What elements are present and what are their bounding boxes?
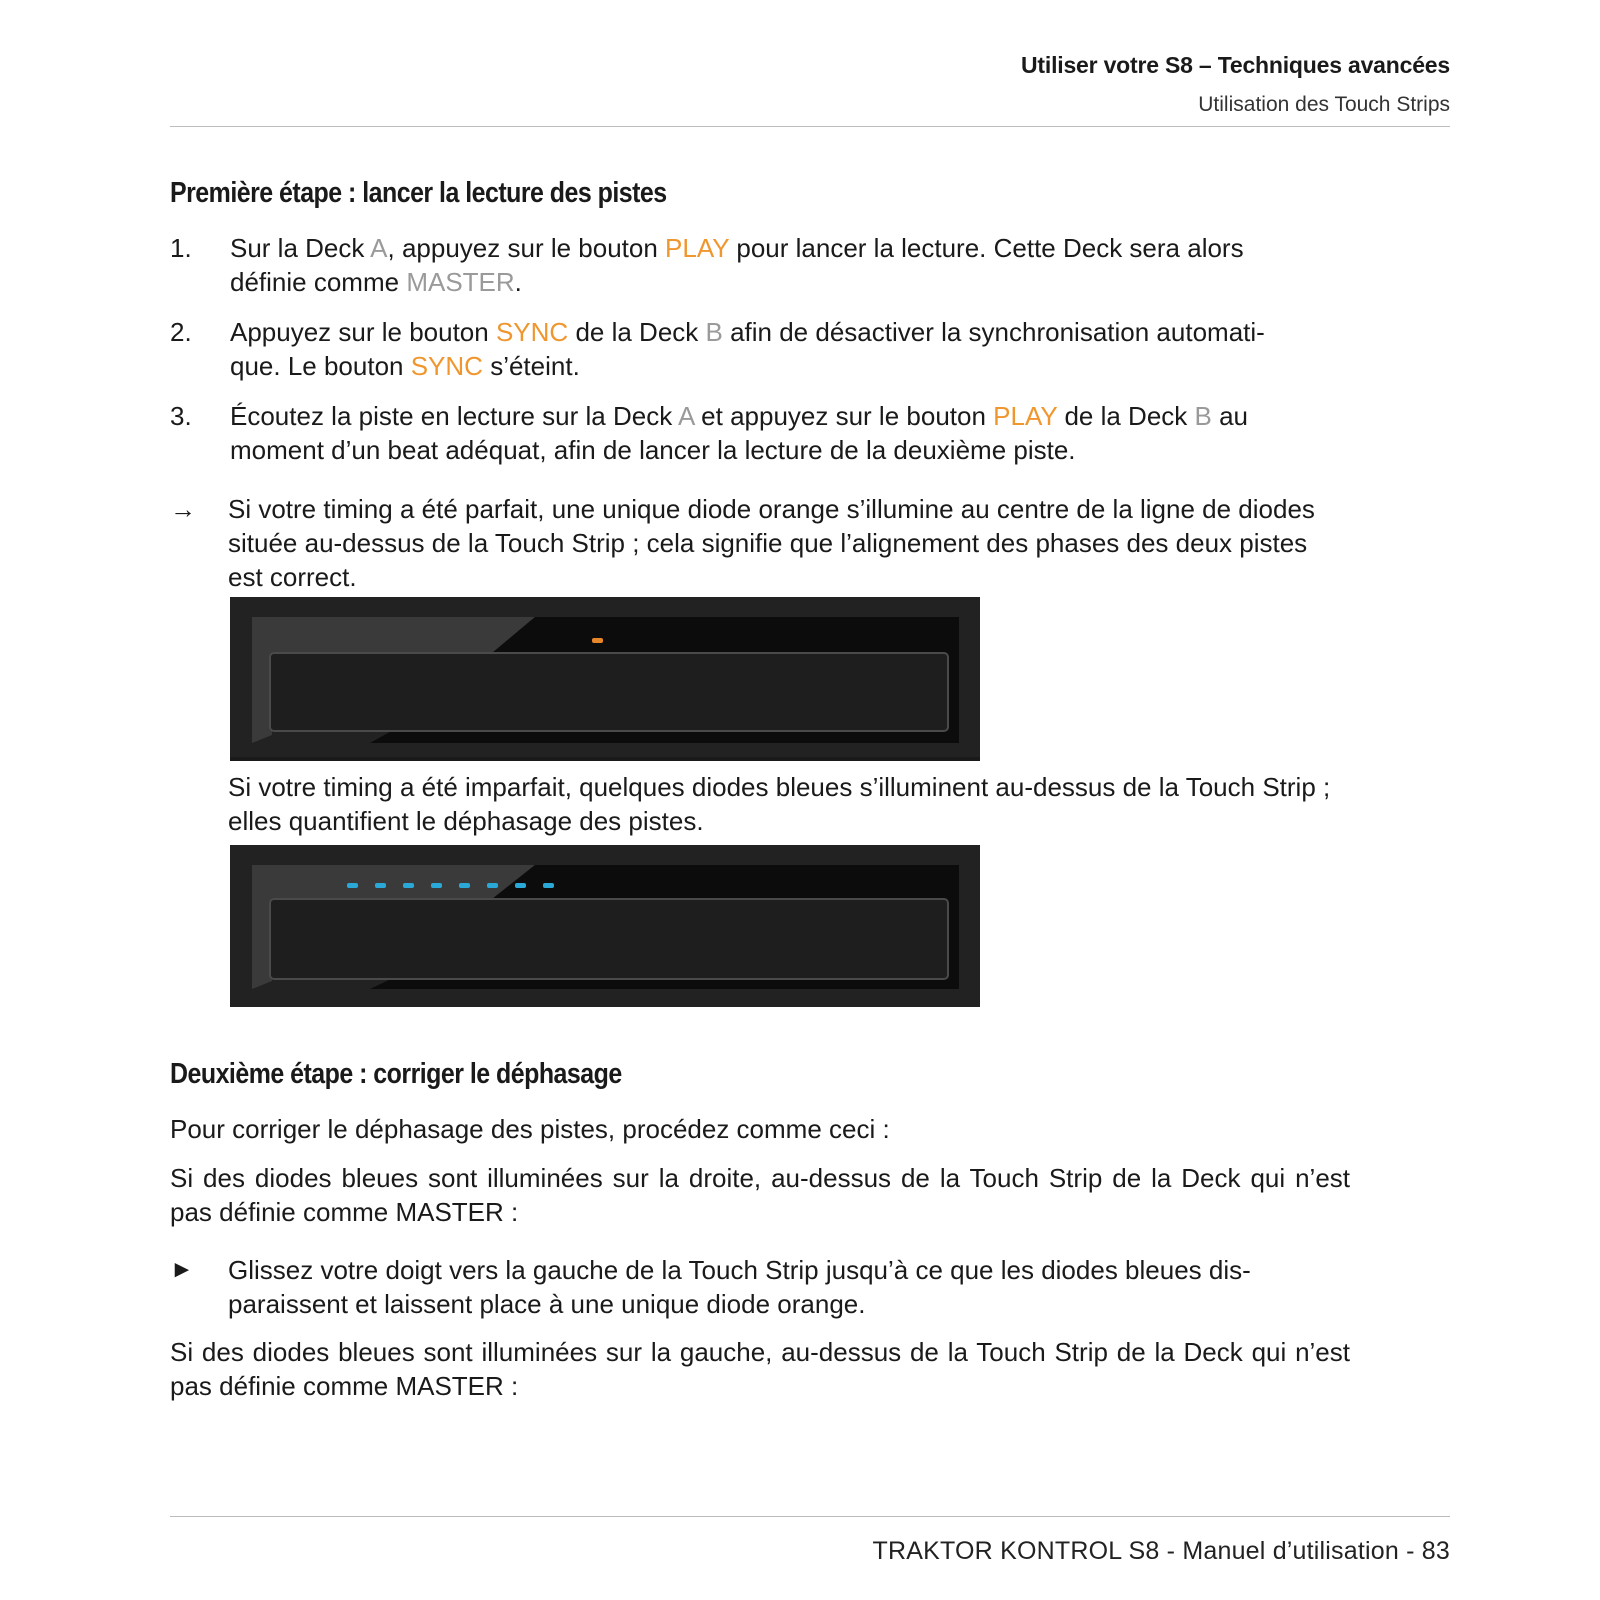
led-diode [592,638,603,643]
led-diode [515,883,526,888]
step-2-line-1: Appuyez sur le bouton SYNC de la Deck B afin de désactiver la synchronisation automati- [230,317,1265,347]
step-3-line-1: Écoutez la piste en lecture sur la Deck A et appuyez sur le bouton PLAY de la Deck B au [230,401,1249,431]
footer-rule [170,1516,1450,1517]
case-right-paragraph: Si des diodes bleues sont illuminées sur la droite, au-dessus de la Touch Strip de la Deck qui n’est pas définie comme MASTER : [170,1163,1350,1227]
step-1-line-1: Sur la Deck A, appuyez sur le bouton PLAY pour lancer la lecture. Cette Deck sera alors [230,233,1244,263]
touch-strip-graphic [230,597,980,761]
led-diode [431,883,442,888]
touch-strip-image-imperfect [230,845,980,1007]
result-paragraph: Si votre timing a été parfait, une unique diode orange s’illumine au centre de la ligne de diodes située au-dessus de la Touch Strip ; cela signifie que l’alignement des phases des deux pistes est correct. [228,494,1315,592]
imperfect-paragraph: Si votre timing a été imparfait, quelques diodes bleues s’illuminent au-dessus de la Touch Strip ; elles quantifient le déphasage des pistes. [228,772,1331,836]
led-diode [347,883,358,888]
step-3-line-2: moment d’un beat adéquat, afin de lancer la lecture de la deuxième piste. [230,435,1076,465]
led-diode [375,883,386,888]
led-diode [487,883,498,888]
step-2-line-2: que. Le bouton SYNC s’éteint. [230,351,580,381]
sync-button-label: SYNC [410,351,483,381]
running-header-title: Utiliser votre S8 – Techniques avancées [1021,52,1450,78]
step-number: 3. [170,401,192,431]
action-triangle-icon: ► [170,1256,194,1283]
master-label: MASTER [406,267,515,297]
step-number: 2. [170,317,192,347]
header-rule [170,126,1450,127]
led-diode [403,883,414,888]
step-1-line-2: définie comme MASTER. [230,267,522,297]
led-row [592,638,603,643]
led-diode [459,883,470,888]
deck-label: A [370,233,388,263]
deck-label: B [1194,401,1212,431]
action-line-1: Glissez votre doigt vers la gauche de la Touch Strip jusqu’à ce que les diodes bleues dis- [228,1255,1251,1285]
touch-strip-graphic [230,845,980,1007]
section-heading-step-one: Première étape : lancer la lecture des pistes [170,177,667,209]
section-heading-step-two: Deuxième étape : corriger le déphasage [170,1058,622,1090]
play-button-label: PLAY [665,233,730,263]
led-diode [543,883,554,888]
intro-paragraph: Pour corriger le déphasage des pistes, procédez comme ceci : [170,1114,890,1144]
sync-button-label: SYNC [495,317,569,347]
case-left-paragraph: Si des diodes bleues sont illuminées sur la gauche, au-dessus de la Touch Strip de la Deck qui n’est pas définie comme MASTER : [170,1337,1350,1401]
result-arrow-icon: → [170,494,196,524]
deck-label: A [678,401,694,431]
action-line-2: paraissent et laissent place à une unique diode orange. [228,1289,866,1319]
play-button-label: PLAY [993,401,1058,431]
page-footer: TRAKTOR KONTROL S8 - Manuel d’utilisation - 83 [872,1537,1450,1565]
touch-strip-image-perfect [230,597,980,761]
running-header-subtitle: Utilisation des Touch Strips [1198,93,1450,116]
step-number: 1. [170,233,192,263]
deck-label: B [705,317,723,347]
